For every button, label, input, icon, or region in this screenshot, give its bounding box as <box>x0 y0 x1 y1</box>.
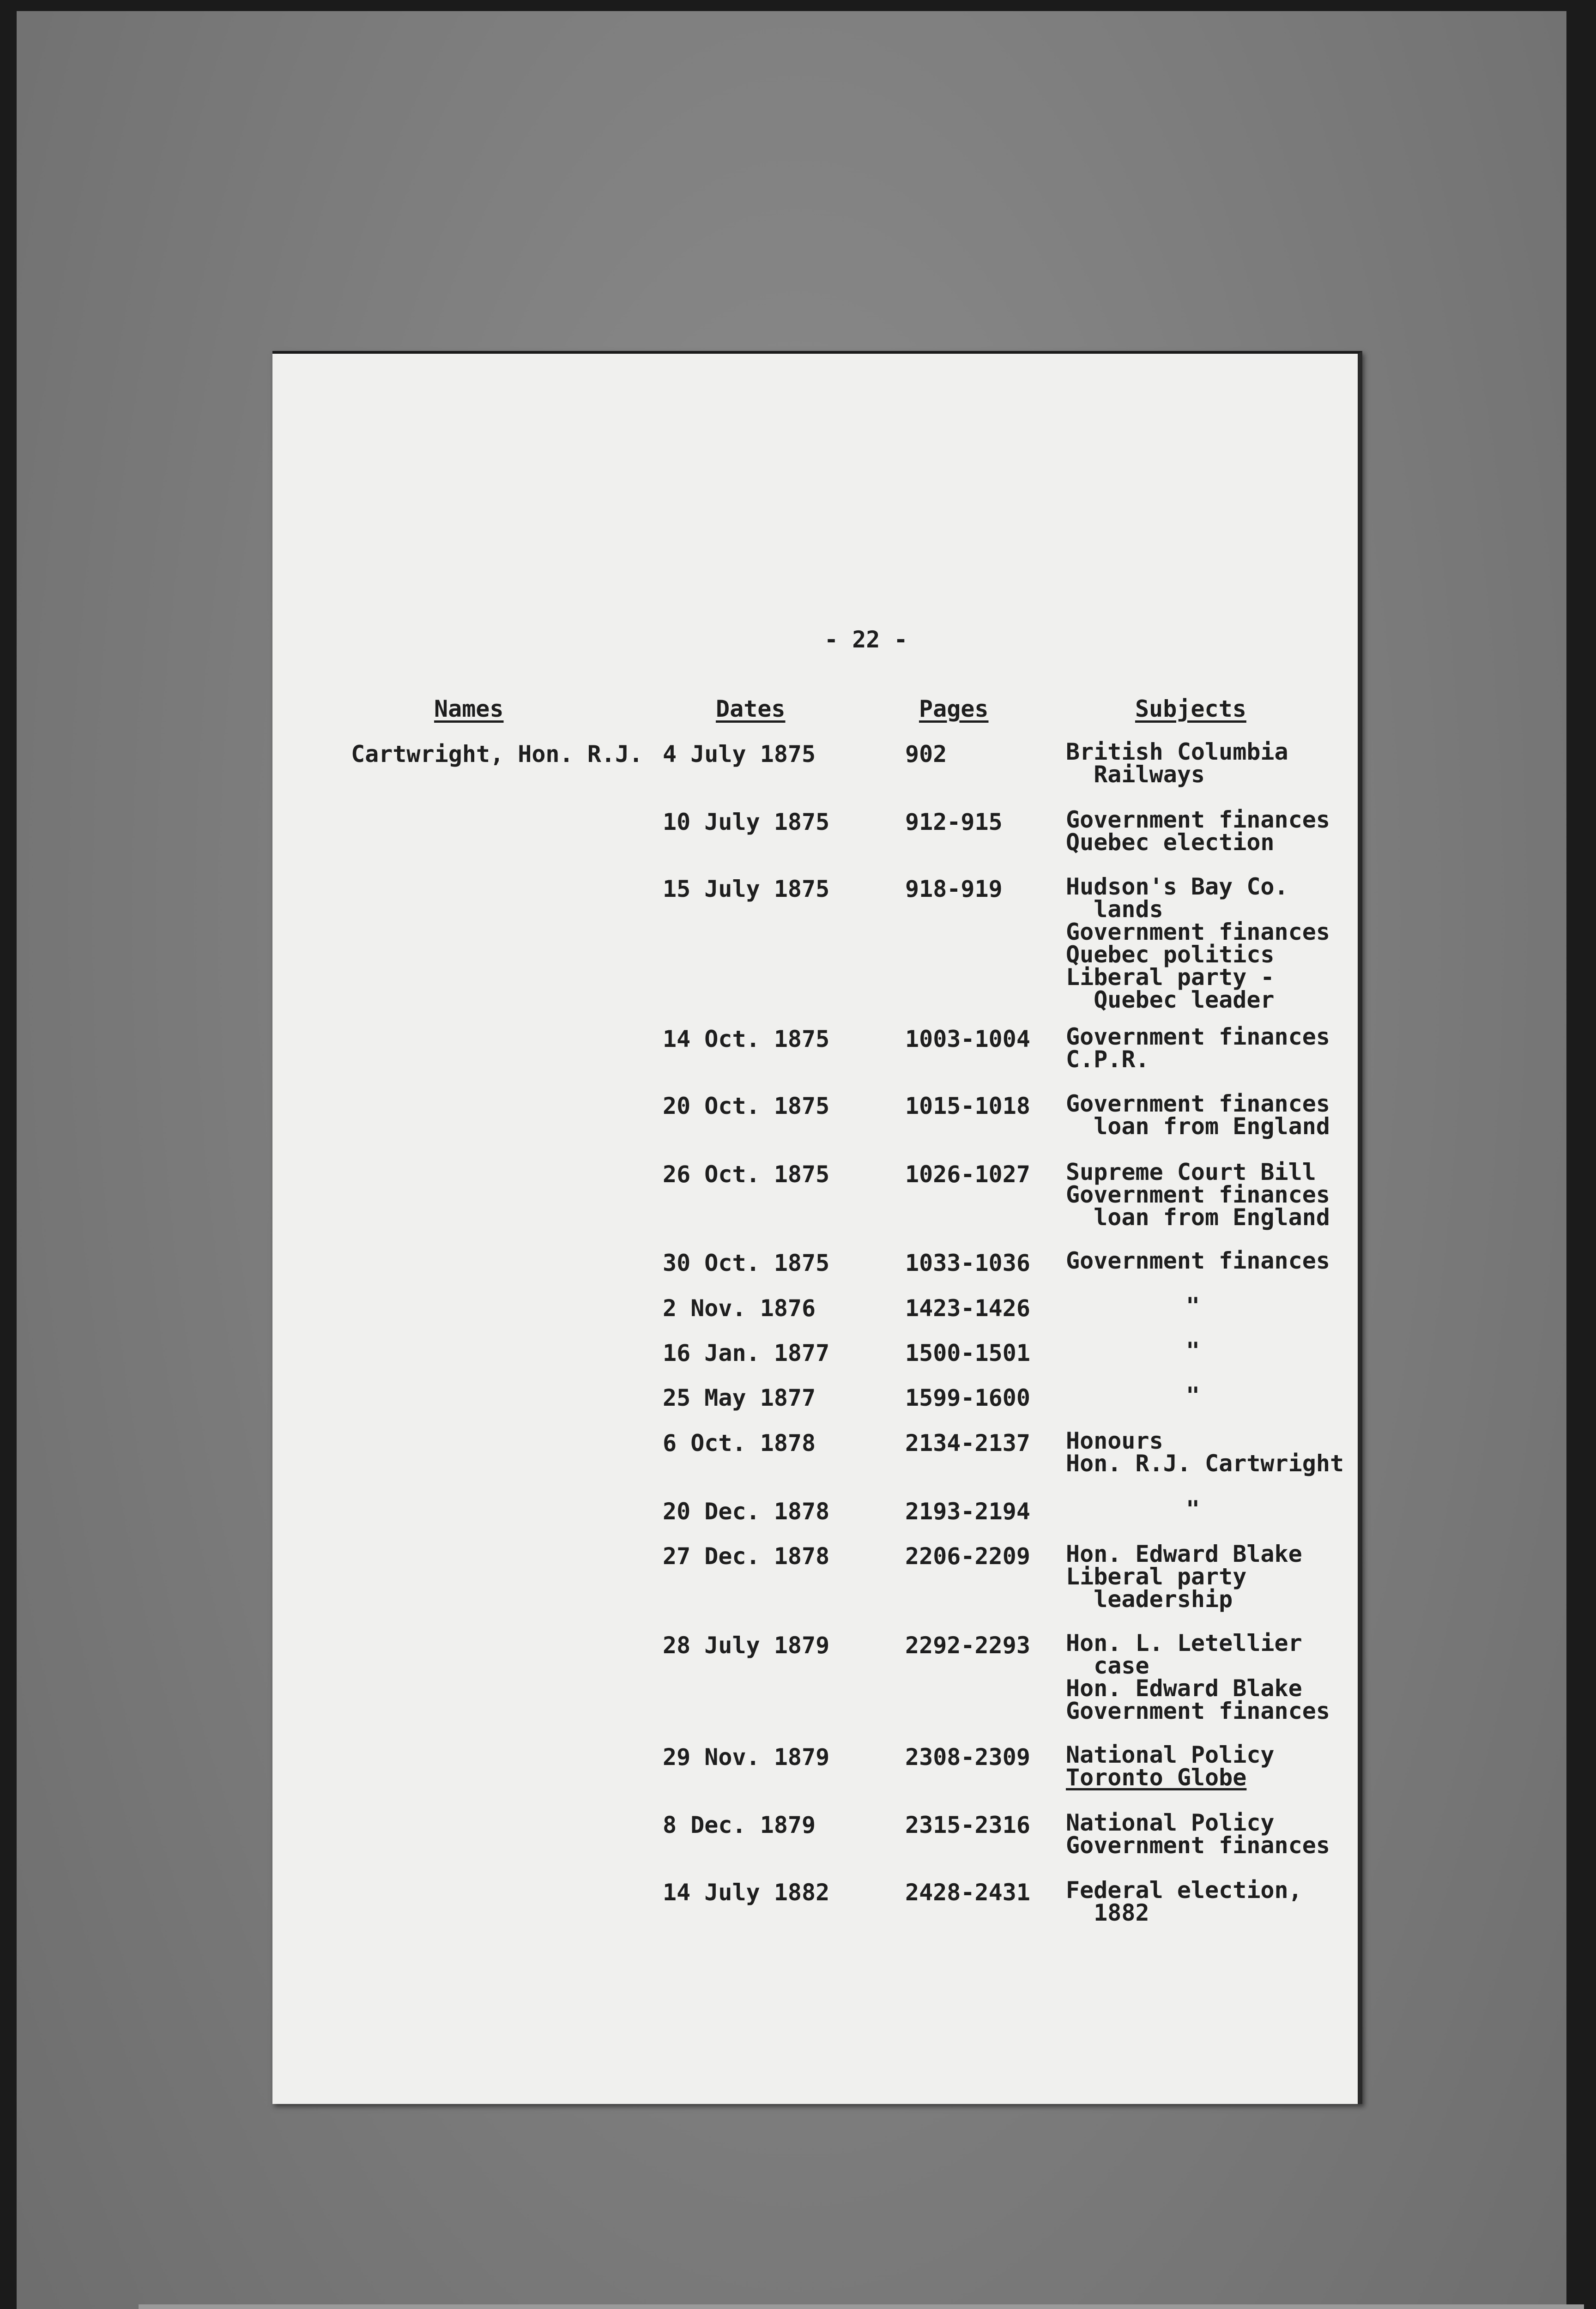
entry-subjects <box>1066 1161 1330 1229</box>
subject-line: loan from England <box>1066 1113 1330 1140</box>
subject-line: " <box>1186 1382 1200 1409</box>
subject-line: loan from England <box>1066 1204 1330 1231</box>
subject-line: case <box>1066 1652 1149 1679</box>
subject-line: Quebec politics <box>1066 941 1275 968</box>
entry-subjects <box>1066 738 1288 788</box>
author-name: Cartwright, Hon. R.J. <box>351 741 643 768</box>
subject-line: Government finances <box>1066 1698 1330 1724</box>
subject-line: Toronto Globe <box>1066 1764 1247 1791</box>
index-sheet <box>272 351 1362 2104</box>
subject-line: Honours <box>1066 1427 1163 1454</box>
entry-subjects <box>1066 873 1330 1013</box>
header-dates: Dates <box>716 695 786 722</box>
entry-date: 20 Dec. 1878 <box>663 1498 830 1525</box>
page-number: - 22 - <box>824 626 908 653</box>
archive-box <box>139 2304 1584 2309</box>
subject-line: Government finances <box>1066 1832 1330 1859</box>
entry-subjects <box>1066 1741 1275 1791</box>
entry-date: 16 Jan. 1877 <box>663 1340 830 1366</box>
subject-line: leadership <box>1066 1586 1233 1613</box>
entry-date: 8 Dec. 1879 <box>663 1812 816 1838</box>
subject-line: Railways <box>1066 761 1205 788</box>
subject-line: Federal election, <box>1066 1877 1302 1904</box>
entry-date: 14 July 1882 <box>663 1879 830 1906</box>
subject-line: Hon. Edward Blake <box>1066 1675 1302 1702</box>
entry-subjects <box>1066 1879 1302 1924</box>
subject-line: " <box>1186 1337 1200 1364</box>
entry-pages: 2315-2316 <box>905 1812 1030 1838</box>
entry-pages: 1423-1426 <box>905 1295 1030 1322</box>
entry-pages: 2428-2431 <box>905 1879 1030 1906</box>
subject-line: British Columbia <box>1066 738 1288 765</box>
subject-line: Government finances <box>1066 1023 1330 1050</box>
entry-pages: 1003-1004 <box>905 1026 1030 1052</box>
entry-pages: 2292-2293 <box>905 1632 1030 1659</box>
entry-subjects <box>1066 1427 1344 1477</box>
subject-line: 1882 <box>1066 1899 1149 1926</box>
subject-line: " <box>1186 1293 1200 1319</box>
film-edge-top <box>0 0 1596 11</box>
subject-line: Supreme Court Bill <box>1066 1159 1316 1185</box>
subject-line: Hon. L. Letellier <box>1066 1630 1302 1656</box>
entry-pages: 912-915 <box>905 809 1003 835</box>
entry-date: 14 Oct. 1875 <box>663 1026 830 1052</box>
entry-subjects <box>1066 1247 1330 1274</box>
entry-pages: 918-919 <box>905 876 1003 902</box>
subject-line: Liberal party - <box>1066 964 1275 991</box>
subject-line: " <box>1186 1496 1200 1523</box>
subject-line: Quebec leader <box>1066 986 1275 1013</box>
entry-pages: 902 <box>905 741 947 768</box>
entry-subjects <box>1066 1090 1330 1140</box>
subject-line: Hudson's Bay Co. <box>1066 873 1288 900</box>
entry-subjects <box>1066 1498 1200 1521</box>
subject-line: Hon. R.J. Cartwright <box>1066 1450 1344 1477</box>
header-pages: Pages <box>919 695 989 722</box>
entry-subjects <box>1066 1543 1302 1611</box>
entry-subjects <box>1066 1295 1200 1318</box>
entry-pages: 2206-2209 <box>905 1543 1030 1570</box>
entry-date: 15 July 1875 <box>663 876 830 902</box>
subject-line: Government finances <box>1066 1247 1330 1274</box>
header-subjects: Subjects <box>1135 695 1246 722</box>
entry-date: 27 Dec. 1878 <box>663 1543 830 1570</box>
entry-subjects <box>1066 1023 1330 1073</box>
subject-line: Government finances <box>1066 1181 1330 1208</box>
entry-subjects <box>1066 806 1330 856</box>
entry-subjects <box>1066 1337 1200 1364</box>
film-edge-left <box>0 0 17 2309</box>
entry-date: 4 July 1875 <box>663 741 816 768</box>
subject-line: Hon. Edward Blake <box>1066 1541 1302 1567</box>
entry-date: 25 May 1877 <box>663 1384 816 1411</box>
entry-pages: 1033-1036 <box>905 1250 1030 1276</box>
entry-subjects <box>1066 1632 1330 1723</box>
subject-line: C.P.R. <box>1066 1046 1149 1073</box>
entry-date: 26 Oct. 1875 <box>663 1161 830 1188</box>
subject-line: Government finances <box>1066 806 1330 833</box>
entry-date: 6 Oct. 1878 <box>663 1430 816 1457</box>
entry-pages: 2193-2194 <box>905 1498 1030 1525</box>
entry-date: 30 Oct. 1875 <box>663 1250 830 1276</box>
subject-line: National Policy <box>1066 1809 1275 1836</box>
entry-date: 29 Nov. 1879 <box>663 1744 830 1771</box>
entry-pages: 1599-1600 <box>905 1384 1030 1411</box>
subject-line: Government finances <box>1066 1090 1330 1117</box>
subject-line: National Policy <box>1066 1741 1275 1768</box>
entry-date: 20 Oct. 1875 <box>663 1093 830 1119</box>
entry-date: 28 July 1879 <box>663 1632 830 1659</box>
entry-pages: 1015-1018 <box>905 1093 1030 1119</box>
entry-subjects <box>1066 1384 1200 1407</box>
subject-line: Government finances <box>1066 919 1330 945</box>
film-edge-right <box>1566 0 1596 2309</box>
subject-line: Liberal party <box>1066 1563 1247 1590</box>
entry-date: 2 Nov. 1876 <box>663 1295 816 1322</box>
entry-pages: 2134-2137 <box>905 1430 1030 1457</box>
entry-pages: 1026-1027 <box>905 1161 1030 1188</box>
entry-pages: 1500-1501 <box>905 1340 1030 1366</box>
subject-line: Quebec election <box>1066 829 1275 856</box>
subject-line: lands <box>1066 896 1163 923</box>
entry-date: 10 July 1875 <box>663 809 830 835</box>
entry-subjects <box>1066 1809 1330 1859</box>
header-names: Names <box>434 695 504 722</box>
entry-pages: 2308-2309 <box>905 1744 1030 1771</box>
